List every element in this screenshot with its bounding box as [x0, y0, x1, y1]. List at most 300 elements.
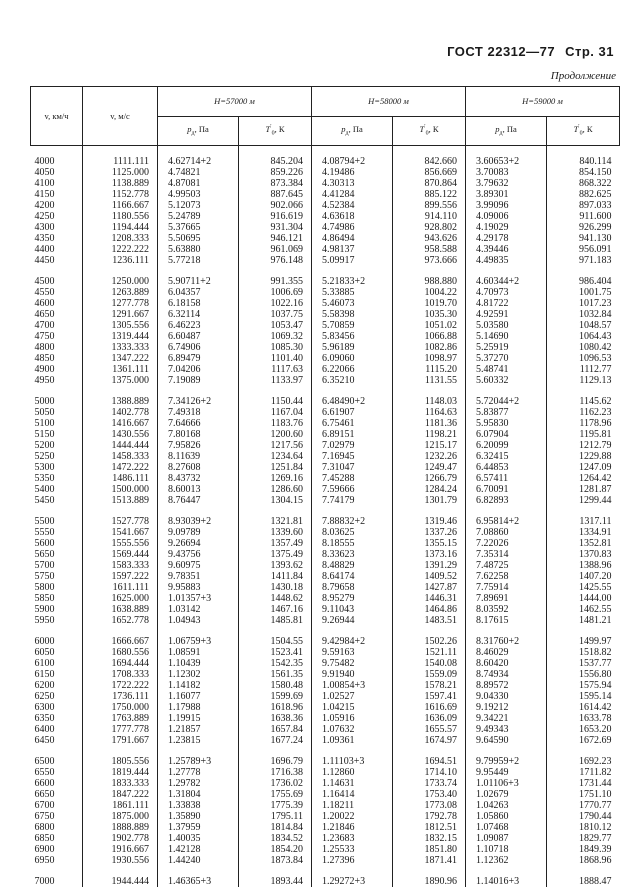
pressure-cell: 6.07904 — [465, 429, 546, 440]
pressure-cell: 9.34221 — [465, 713, 546, 724]
temperature-cell: 956.091 — [547, 244, 620, 255]
group-header-h2: H=58000 м — [311, 87, 465, 117]
temperature-cell: 882.625 — [547, 189, 620, 200]
temperature-cell: 1614.42 — [547, 702, 620, 713]
pressure-cell: 9.19212 — [465, 702, 546, 713]
temperature-cell: 1264.42 — [547, 473, 620, 484]
temperature-cell: 1868.96 — [547, 855, 620, 866]
table-row — [31, 822, 620, 833]
speed-kmh-cell: 4800 — [34, 342, 55, 353]
pressure-cell: 9.11043 — [311, 604, 392, 615]
speed-ms-cell: 1402.778 — [83, 407, 158, 418]
temperature-cell: 1229.88 — [547, 451, 620, 462]
speed-kmh-cell: 6650 — [34, 789, 55, 800]
pressure-cell: 1.04215 — [311, 702, 392, 713]
pressure-cell: 6.09060 — [311, 353, 392, 364]
temperature-cell: 1444.00 — [547, 593, 620, 604]
pressure-cell: 5.48741 — [465, 364, 546, 375]
table-row — [31, 647, 620, 658]
speed-kmh-cell: 6150 — [34, 669, 55, 680]
pressure-cell: 9.59163 — [311, 647, 392, 658]
pressure-cell: 6.32415 — [465, 451, 546, 462]
temperature-cell: 1502.26 — [393, 636, 466, 647]
pressure-cell: 7.89691 — [465, 593, 546, 604]
temperature-unit: К — [432, 124, 439, 135]
speed-ms-cell: 1597.222 — [83, 571, 158, 582]
speed-kmh-cell: 4450 — [34, 255, 55, 266]
pressure-cell: 9.43756 — [157, 549, 238, 560]
pressure-cell: 1.12362 — [465, 855, 546, 866]
speed-kmh-cell: 5650 — [34, 549, 55, 560]
temperature-cell: 1518.82 — [547, 647, 620, 658]
table-row — [31, 320, 620, 331]
col-header-pressure: $p_д$, Па — [311, 116, 392, 146]
pressure-cell: 1.08591 — [157, 647, 238, 658]
temperature-cell: 1162.23 — [547, 407, 620, 418]
temperature-cell: 1812.51 — [393, 822, 466, 833]
table-row — [31, 451, 620, 462]
temperature-cell: 1790.44 — [547, 811, 620, 822]
table-row — [31, 375, 620, 386]
pressure-cell: 9.09789 — [157, 527, 238, 538]
pressure-cell: 5.95830 — [465, 418, 546, 429]
temperature-cell: 1085.30 — [239, 342, 312, 353]
pressure-cell: 6.70091 — [465, 484, 546, 495]
speed-ms-cell: 1375.000 — [83, 375, 158, 386]
pressure-cell: 6.75461 — [311, 418, 392, 429]
temperature-cell: 1004.22 — [393, 287, 466, 298]
pressure-cell: 4.19486 — [311, 167, 392, 178]
temperature-cell: 1770.77 — [547, 800, 620, 811]
pressure-cell: 5.09917 — [311, 255, 392, 266]
pressure-cell: 9.60975 — [157, 560, 238, 571]
temperature-cell: 1234.64 — [239, 451, 312, 462]
group-header-h1: H=57000 м — [157, 87, 311, 117]
speed-ms-cell: 1888.889 — [83, 822, 158, 833]
temperature-cell: 1357.49 — [239, 538, 312, 549]
pressure-cell: 9.91940 — [311, 669, 392, 680]
temperature-cell: 1677.24 — [239, 735, 312, 746]
pressure-cell: 4.39446 — [465, 244, 546, 255]
speed-ms-cell: 1277.778 — [83, 298, 158, 309]
temperature-cell: 1537.77 — [547, 658, 620, 669]
temperature-cell: 1832.15 — [393, 833, 466, 844]
temperature-cell: 1633.78 — [547, 713, 620, 724]
speed-ms-cell: 1458.333 — [83, 451, 158, 462]
temperature-cell: 916.619 — [239, 211, 312, 222]
temperature-cell: 1150.44 — [239, 396, 312, 407]
pressure-cell: 4.81722 — [465, 298, 546, 309]
speed-ms-cell: 1361.111 — [83, 364, 158, 375]
temperature-cell: 1854.20 — [239, 844, 312, 855]
temperature-cell: 1638.36 — [239, 713, 312, 724]
temperature-cell: 845.204 — [239, 156, 312, 167]
temperature-cell: 1733.74 — [393, 778, 466, 789]
pressure-cell: 1.25533 — [311, 844, 392, 855]
speed-kmh-cell: 5500 — [34, 516, 55, 527]
temperature-cell: 1893.44 — [239, 876, 312, 887]
speed-ms-cell: 1611.111 — [83, 582, 158, 593]
temperature-cell: 1542.35 — [239, 658, 312, 669]
temperature-cell: 1352.81 — [547, 538, 620, 549]
temperature-cell: 1714.10 — [393, 767, 466, 778]
spacer-row — [31, 866, 620, 876]
pressure-cell: 1.05860 — [465, 811, 546, 822]
pressure-cell: 1.21857 — [157, 724, 238, 735]
temperature-cell: 1580.48 — [239, 680, 312, 691]
pressure-cell: 1.29272+3 — [311, 876, 392, 887]
table-row — [31, 811, 620, 822]
pressure-cell: 5.03580 — [465, 320, 546, 331]
temperature-cell: 1098.97 — [393, 353, 466, 364]
temperature-cell: 1694.51 — [393, 756, 466, 767]
page-number: Стр. 31 — [565, 44, 614, 59]
pressure-cell: 3.89301 — [465, 189, 546, 200]
temperature-cell: 973.666 — [393, 255, 466, 266]
pressure-cell: 8.03592 — [465, 604, 546, 615]
temperature-cell: 1133.97 — [239, 375, 312, 386]
pressure-cell: 1.11103+3 — [311, 756, 392, 767]
temperature-cell: 1540.08 — [393, 658, 466, 669]
pressure-cell: 8.03625 — [311, 527, 392, 538]
speed-ms-cell: 1444.444 — [83, 440, 158, 451]
pressure-cell: 7.22026 — [465, 538, 546, 549]
temperature-cell: 1559.09 — [393, 669, 466, 680]
temperature-cell: 1655.57 — [393, 724, 466, 735]
pressure-cell: 5.37270 — [465, 353, 546, 364]
pressure-cell: 4.49835 — [465, 255, 546, 266]
table-row — [31, 244, 620, 255]
speed-kmh-cell: 6300 — [34, 702, 55, 713]
pressure-cell: 8.48829 — [311, 560, 392, 571]
table-row — [31, 167, 620, 178]
temperature-cell: 1485.81 — [239, 615, 312, 626]
speed-kmh-cell: 5900 — [34, 604, 55, 615]
pressure-cell: 1.46365+3 — [157, 876, 238, 887]
pressure-cell: 1.23815 — [157, 735, 238, 746]
temperature-cell: 1317.11 — [547, 516, 620, 527]
speed-kmh-cell: 6200 — [34, 680, 55, 691]
pressure-cell: 7.88832+2 — [311, 516, 392, 527]
pressure-cell: 5.37665 — [157, 222, 238, 233]
speed-ms-cell: 1916.667 — [83, 844, 158, 855]
temperature-cell: 1284.24 — [393, 484, 466, 495]
temperature-cell: 1753.40 — [393, 789, 466, 800]
table-row — [31, 735, 620, 746]
temperature-cell: 1304.15 — [239, 495, 312, 506]
speed-kmh-cell: 6600 — [34, 778, 55, 789]
speed-kmh-cell: 5250 — [34, 451, 55, 462]
temperature-cell: 1696.79 — [239, 756, 312, 767]
table-row — [31, 353, 620, 364]
pressure-cell: 1.06759+3 — [157, 636, 238, 647]
speed-ms-cell: 1138.889 — [83, 178, 158, 189]
table-row — [31, 211, 620, 222]
table-row — [31, 189, 620, 200]
pressure-cell: 5.83877 — [465, 407, 546, 418]
speed-kmh-cell: 5450 — [34, 495, 55, 506]
pressure-cell: 7.16945 — [311, 451, 392, 462]
speed-kmh-cell: 5300 — [34, 462, 55, 473]
table-row — [31, 582, 620, 593]
pressure-cell: 8.89572 — [465, 680, 546, 691]
col-header-pressure: $p_д$, Па — [157, 116, 238, 146]
pressure-cell: 1.27396 — [311, 855, 392, 866]
pressure-cell: 1.09087 — [465, 833, 546, 844]
temperature-cell: 1462.55 — [547, 604, 620, 615]
pressure-cell: 5.72044+2 — [465, 396, 546, 407]
temperature-cell: 1595.14 — [547, 691, 620, 702]
temperature-cell: 1561.35 — [239, 669, 312, 680]
temperature-cell: 1006.69 — [239, 287, 312, 298]
temperature-cell: 1321.81 — [239, 516, 312, 527]
temperature-cell: 1653.20 — [547, 724, 620, 735]
speed-ms-cell: 1263.889 — [83, 287, 158, 298]
temperature-cell: 1115.20 — [393, 364, 466, 375]
pressure-cell: 1.19915 — [157, 713, 238, 724]
pressure-unit: Па — [506, 124, 517, 135]
temperature-cell: 943.626 — [393, 233, 466, 244]
pressure-cell: 9.49343 — [465, 724, 546, 735]
pressure-cell: 8.93039+2 — [157, 516, 238, 527]
pressure-cell: 4.08794+2 — [311, 156, 392, 167]
spacer-row — [31, 506, 620, 516]
temperature-cell: 1269.16 — [239, 473, 312, 484]
table-row — [31, 418, 620, 429]
pressure-cell: 8.43732 — [157, 473, 238, 484]
temperature-cell: 911.600 — [547, 211, 620, 222]
table-row — [31, 276, 620, 287]
col-header-pressure: $p_д$, Па — [465, 116, 546, 146]
temperature-cell: 1082.86 — [393, 342, 466, 353]
pressure-cell: 1.35890 — [157, 811, 238, 822]
pressure-cell: 9.04330 — [465, 691, 546, 702]
temperature-cell: 1556.80 — [547, 669, 620, 680]
pressure-cell: 4.30313 — [311, 178, 392, 189]
speed-kmh-cell: 6450 — [34, 735, 55, 746]
table-row — [31, 604, 620, 615]
temperature-cell: 1019.70 — [393, 298, 466, 309]
speed-ms-cell: 1333.333 — [83, 342, 158, 353]
speed-ms-cell: 1750.000 — [83, 702, 158, 713]
pressure-cell: 7.59666 — [311, 484, 392, 495]
pressure-cell: 4.74821 — [157, 167, 238, 178]
table-row — [31, 593, 620, 604]
temperature-cell: 1112.77 — [547, 364, 620, 375]
pressure-cell: 6.60487 — [157, 331, 238, 342]
temperature-cell: 1339.60 — [239, 527, 312, 538]
temperature-cell: 1001.75 — [547, 287, 620, 298]
temperature-cell: 1281.87 — [547, 484, 620, 495]
temperature-cell: 1672.69 — [547, 735, 620, 746]
temperature-cell: 1829.77 — [547, 833, 620, 844]
temperature-cell: 902.066 — [239, 200, 312, 211]
temperature-cell: 1888.47 — [547, 876, 620, 887]
pressure-cell: 1.16414 — [311, 789, 392, 800]
speed-kmh-cell: 5350 — [34, 473, 55, 484]
temperature-cell: 1183.76 — [239, 418, 312, 429]
speed-kmh-cell: 5800 — [34, 582, 55, 593]
temperature-cell: 1069.32 — [239, 331, 312, 342]
speed-ms-cell: 1541.667 — [83, 527, 158, 538]
speed-ms-cell: 1527.778 — [83, 516, 158, 527]
pressure-cell: 8.60420 — [465, 658, 546, 669]
pressure-cell: 1.42128 — [157, 844, 238, 855]
speed-ms-cell: 1930.556 — [83, 855, 158, 866]
pressure-cell: 1.07468 — [465, 822, 546, 833]
temperature-cell: 1430.18 — [239, 582, 312, 593]
pressure-cell: 4.62714+2 — [157, 156, 238, 167]
temperature-cell: 1319.46 — [393, 516, 466, 527]
temperature-cell: 1164.63 — [393, 407, 466, 418]
temperature-cell: 1195.81 — [547, 429, 620, 440]
pressure-cell: 7.75914 — [465, 582, 546, 593]
pressure-cell: 6.95814+2 — [465, 516, 546, 527]
speed-ms-cell: 1194.444 — [83, 222, 158, 233]
pressure-cell: 3.99096 — [465, 200, 546, 211]
table-row — [31, 549, 620, 560]
speed-kmh-cell: 5050 — [34, 407, 55, 418]
speed-kmh-cell: 4150 — [34, 189, 55, 200]
speed-ms-cell: 1472.222 — [83, 462, 158, 473]
pressure-cell: 1.17988 — [157, 702, 238, 713]
temperature-cell: 1200.60 — [239, 429, 312, 440]
temperature-cell: 1286.60 — [239, 484, 312, 495]
temperature-unit: К — [586, 124, 593, 135]
pressure-cell: 5.24789 — [157, 211, 238, 222]
temperature-cell: 1048.57 — [547, 320, 620, 331]
temperature-cell: 1181.36 — [393, 418, 466, 429]
pressure-cell: 1.25789+3 — [157, 756, 238, 767]
speed-kmh-cell: 4050 — [34, 167, 55, 178]
table-row — [31, 222, 620, 233]
speed-kmh-cell: 6950 — [34, 855, 55, 866]
pressure-cell: 1.21846 — [311, 822, 392, 833]
temperature-cell: 856.669 — [393, 167, 466, 178]
speed-ms-cell: 1583.333 — [83, 560, 158, 571]
speed-kmh-cell: 5600 — [34, 538, 55, 549]
speed-ms-cell: 1638.889 — [83, 604, 158, 615]
temperature-cell: 1446.31 — [393, 593, 466, 604]
pressure-cell: 1.29782 — [157, 778, 238, 789]
pressure-cell: 6.74906 — [157, 342, 238, 353]
temperature-cell: 873.384 — [239, 178, 312, 189]
speed-ms-cell: 1305.556 — [83, 320, 158, 331]
table-row — [31, 713, 620, 724]
temperature-cell: 1266.79 — [393, 473, 466, 484]
pressure-cell: 7.74179 — [311, 495, 392, 506]
pressure-cell: 6.82893 — [465, 495, 546, 506]
pressure-cell: 1.00854+3 — [311, 680, 392, 691]
temperature-cell: 1051.02 — [393, 320, 466, 331]
speed-kmh-cell: 4400 — [34, 244, 55, 255]
temperature-cell: 1407.20 — [547, 571, 620, 582]
pressure-cell: 8.76447 — [157, 495, 238, 506]
speed-kmh-cell: 6050 — [34, 647, 55, 658]
pressure-cell: 5.70859 — [311, 320, 392, 331]
table-row — [31, 680, 620, 691]
temperature-cell: 1599.69 — [239, 691, 312, 702]
spacer-row — [31, 266, 620, 276]
speed-ms-cell: 1319.444 — [83, 331, 158, 342]
pressure-cell: 1.31804 — [157, 789, 238, 800]
table-row — [31, 538, 620, 549]
pressure-cell: 4.86494 — [311, 233, 392, 244]
pressure-cell: 9.26944 — [311, 615, 392, 626]
pressure-cell: 6.46223 — [157, 320, 238, 331]
pressure-cell: 8.95279 — [311, 593, 392, 604]
temperature-cell: 1849.39 — [547, 844, 620, 855]
temperature-cell: 1575.94 — [547, 680, 620, 691]
temperature-cell: 1249.47 — [393, 462, 466, 473]
pressure-cell: 8.79658 — [311, 582, 392, 593]
temperature-cell: 1148.03 — [393, 396, 466, 407]
pressure-cell: 6.44853 — [465, 462, 546, 473]
pressure-cell: 8.18555 — [311, 538, 392, 549]
temperature-cell: 1198.21 — [393, 429, 466, 440]
temperature-cell: 1755.69 — [239, 789, 312, 800]
pressure-cell: 8.60013 — [157, 484, 238, 495]
pressure-cell: 5.21833+2 — [311, 276, 392, 287]
speed-ms-cell: 1152.778 — [83, 189, 158, 200]
temperature-cell: 1674.97 — [393, 735, 466, 746]
pressure-cell: 9.42984+2 — [311, 636, 392, 647]
pressure-cell: 4.09006 — [465, 211, 546, 222]
speed-ms-cell: 1722.222 — [83, 680, 158, 691]
temperature-cell: 1597.41 — [393, 691, 466, 702]
temperature-cell: 1178.96 — [547, 418, 620, 429]
speed-ms-cell: 1805.556 — [83, 756, 158, 767]
pressure-cell: 1.05916 — [311, 713, 392, 724]
speed-kmh-cell: 4350 — [34, 233, 55, 244]
temperature-cell: 1337.26 — [393, 527, 466, 538]
speed-kmh-cell: 5700 — [34, 560, 55, 571]
data-table — [30, 86, 620, 887]
temperature-cell: 1167.04 — [239, 407, 312, 418]
speed-kmh-cell: 5000 — [34, 396, 55, 407]
temperature-cell: 1117.63 — [239, 364, 312, 375]
col-header-v-ms: v, м/с — [83, 87, 158, 146]
temperature-cell: 1066.88 — [393, 331, 466, 342]
speed-ms-cell: 1388.889 — [83, 396, 158, 407]
table-row — [31, 484, 620, 495]
temperature-cell: 914.110 — [393, 211, 466, 222]
table-row — [31, 571, 620, 582]
speed-kmh-cell: 4950 — [34, 375, 55, 386]
speed-ms-cell: 1652.778 — [83, 615, 158, 626]
temperature-cell: 1616.69 — [393, 702, 466, 713]
table-row — [31, 495, 620, 506]
speed-kmh-cell: 5400 — [34, 484, 55, 495]
speed-ms-cell: 1625.000 — [83, 593, 158, 604]
table-row — [31, 429, 620, 440]
pressure-cell: 1.33838 — [157, 800, 238, 811]
pressure-cell: 1.04263 — [465, 800, 546, 811]
pressure-cell: 8.64174 — [311, 571, 392, 582]
table-row — [31, 298, 620, 309]
speed-kmh-cell: 6700 — [34, 800, 55, 811]
pressure-cell: 3.70083 — [465, 167, 546, 178]
speed-kmh-cell: 6500 — [34, 756, 55, 767]
temperature-cell: 1391.29 — [393, 560, 466, 571]
temperature-cell: 1064.43 — [547, 331, 620, 342]
pressure-cell: 8.33623 — [311, 549, 392, 560]
temperature-cell: 928.802 — [393, 222, 466, 233]
temperature-cell: 1523.41 — [239, 647, 312, 658]
speed-kmh-cell: 5750 — [34, 571, 55, 582]
speed-kmh-cell: 6750 — [34, 811, 55, 822]
temperature-cell: 961.069 — [239, 244, 312, 255]
